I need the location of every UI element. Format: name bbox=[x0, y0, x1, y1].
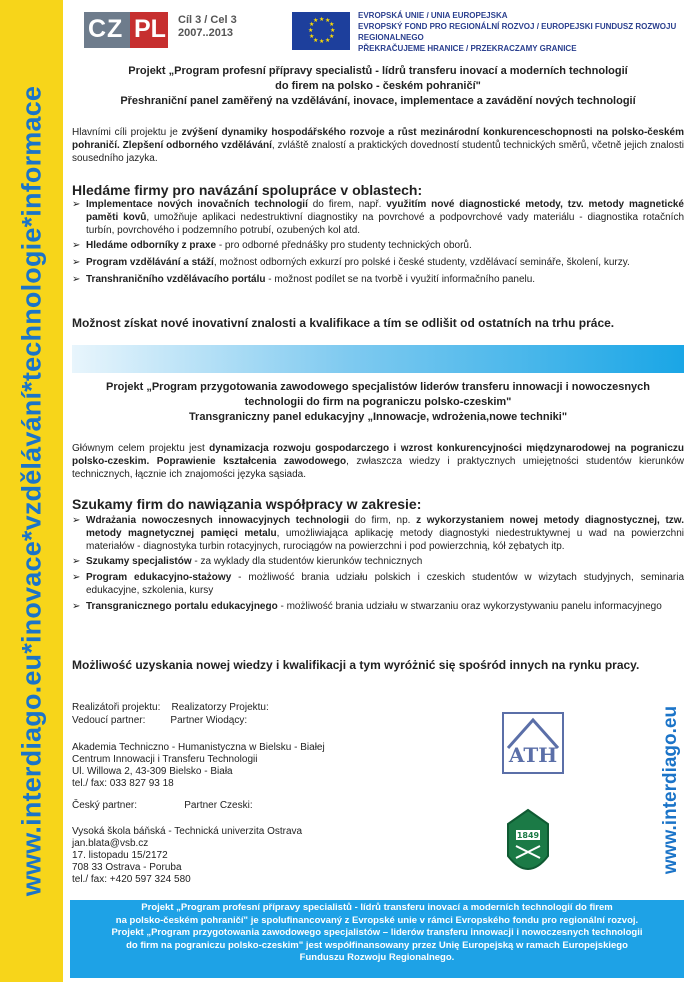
eu-line1: EVROPSKÁ UNIE / UNIA EUROPEJSKA bbox=[358, 11, 508, 20]
czech-partner-row bbox=[72, 800, 253, 812]
cz-title-line1: Projekt „Program profesní přípravy specialistů - lídrů transferu inovací a moderních technologií bbox=[128, 65, 628, 77]
footer-line: do firm na pograniczu polsko-czeskim" jest współfinansowany przez Unię Europejską w ramach Europejskiego bbox=[126, 939, 628, 951]
realizers-row bbox=[72, 702, 269, 714]
item-text: , možnost odborných exkurzí pro polské i české studenty, vzdělávací semináře, školení, kurzy. bbox=[213, 257, 630, 268]
item-text2: , umožňuje aplikaci nedestruktivní diagnostiky na povrchové a podpovrchové vady materiálu - diagnostika rotačních turbín, povrchového i podzemního potrubí, ozubených kol atd. bbox=[86, 212, 685, 236]
arrow-bullet-icon: ➢ bbox=[72, 257, 81, 268]
pl-closing: Możliwość uzyskania nowej wiedzy i kwalifikacji a tym wyróżnić się spośród innych na rynku pracy. bbox=[72, 658, 640, 672]
lead-cz: Vedoucí partner: bbox=[72, 715, 146, 726]
item-text: do firem, např. bbox=[307, 199, 387, 210]
address-line: tel./ fax: +420 597 324 580 bbox=[72, 874, 191, 885]
footer-line: na polsko-českém pohraničí" je spolufinancovaný z Evropské unie v rámci Evropského fondu pro regionální rozvoj. bbox=[115, 914, 639, 926]
header bbox=[72, 6, 682, 52]
list-item bbox=[72, 600, 684, 613]
logo-pl-text: PL bbox=[134, 15, 166, 43]
list-item bbox=[72, 273, 684, 286]
list-item bbox=[72, 198, 684, 237]
list-item bbox=[72, 514, 684, 553]
pl-title-line1: Projekt „Program przygotowania zawodowego specjalistów liderów transferu innowacji i nowoczesnych bbox=[106, 381, 650, 393]
svg-text:★: ★ bbox=[313, 17, 319, 24]
address-line: Akademia Techniczno - Humanistyczna w Bielsku - Białej bbox=[72, 742, 325, 753]
footer-line: Projekt „Program przygotowania zawodowego specjalistów – liderów transferu innowacji i nowoczesnych technologii bbox=[111, 927, 643, 938]
arrow-bullet-icon: ➢ bbox=[72, 572, 81, 583]
divider-band bbox=[72, 345, 684, 373]
vsb-address bbox=[72, 826, 302, 886]
sidebar-url-text: www.interdiago.eu*inovace*vzdělávání*technologie*informace bbox=[16, 85, 46, 897]
email-link[interactable]: jan.blata@vsb.cz bbox=[72, 838, 149, 849]
ath-logo bbox=[502, 712, 564, 774]
right-url-text: www.interdiago.eu bbox=[660, 705, 681, 875]
ath-address bbox=[72, 742, 325, 790]
czpl-logo bbox=[84, 12, 168, 48]
list-item bbox=[72, 256, 684, 269]
item-bold: Transgranicznego portalu edukacyjnego bbox=[86, 601, 278, 612]
svg-text:★: ★ bbox=[319, 16, 325, 23]
svg-text:★: ★ bbox=[325, 17, 331, 24]
arrow-bullet-icon: ➢ bbox=[72, 601, 81, 612]
item-text: do firm, np. bbox=[349, 515, 417, 526]
cz-intro-a: Hlavními cíli projektu je bbox=[72, 127, 182, 138]
cz-closing: Možnost získat nové inovativní znalosti a kvalifikace a tím se odlišit od ostatních na trhu práce. bbox=[72, 316, 615, 330]
footer-line: Projekt „Program profesní přípravy specialistů - lídrů transferu inovací a moderních technologií do firem bbox=[141, 902, 613, 913]
goal-line2: 2007..2013 bbox=[178, 27, 234, 39]
list-item bbox=[72, 555, 684, 568]
arrow-bullet-icon: ➢ bbox=[72, 515, 81, 526]
realizers-pl: Realizatorzy Projektu: bbox=[171, 702, 269, 713]
arrow-bullet-icon: ➢ bbox=[72, 274, 81, 285]
item-bold: Wdrażania nowoczesnych innowacyjnych technologii bbox=[86, 515, 350, 526]
svg-text:★: ★ bbox=[313, 37, 319, 44]
item-bold: Program edukacyjno-stażowy bbox=[86, 572, 232, 583]
item-text: - możliwość brania udziału w stwarzaniu oraz wykorzystywaniu panelu informacyjnego bbox=[277, 601, 662, 612]
cz-heading-text: Hledáme firmy pro navázání spolupráce v oblastech: bbox=[72, 182, 423, 198]
address-line: Ul. Willowa 2, 43-309 Bielsko - Biała bbox=[72, 766, 233, 777]
address-line: tel./ fax: 033 827 93 18 bbox=[72, 778, 174, 789]
cz-list bbox=[72, 198, 684, 286]
czech-partner-pl: Partner Czeski: bbox=[184, 800, 253, 811]
eu-line2: EVROPSKÝ FOND PRO REGIONÁLNÍ ROZVOJ / EUROPEJSKI FUNDUSZ ROZWOJU REGIONALNEGO bbox=[358, 22, 677, 42]
lead-pl: Partner Wiodący: bbox=[170, 715, 248, 726]
footer-band bbox=[70, 900, 684, 978]
item-bold: Program vzdělávání a stáží bbox=[86, 257, 214, 268]
sidebar-band bbox=[0, 0, 63, 982]
cz-heading bbox=[72, 182, 684, 198]
cz-intro-c: , zvláště znalostí a praktických dovedností studentů technických směrů, včetně jejich znalosti sousedního jazyka. bbox=[72, 140, 684, 164]
cz-title-line3: Přeshraniční panel zaměřený na vzdělávání, inovace, implementace a zavádění nových technologií bbox=[120, 95, 636, 107]
address-line: 708 33 Ostrava - Poruba bbox=[72, 862, 182, 873]
pl-title bbox=[72, 380, 684, 425]
ath-logo-text: ATH bbox=[508, 743, 558, 767]
list-item bbox=[72, 239, 684, 252]
right-url-band bbox=[656, 690, 686, 890]
logo-cz-text: CZ bbox=[88, 15, 124, 43]
pl-list bbox=[72, 514, 684, 613]
realizers-cz: Realizátoři projektu: bbox=[72, 702, 161, 713]
pl-heading bbox=[72, 496, 684, 512]
item-bold: Hledáme odborníky z praxe bbox=[86, 240, 217, 251]
svg-text:★: ★ bbox=[329, 33, 335, 40]
pl-intro-a: Głównym celem projektu jest bbox=[72, 443, 210, 454]
lead-row bbox=[72, 715, 247, 727]
list-item bbox=[72, 571, 684, 597]
pl-intro-b: dynamizacja rozwoju gospodarczego i wzrost konkurencyjności międzynarodowej na pograniczu polsko-czeskim. Poprawienie kształcenia zawodowego bbox=[72, 443, 684, 467]
footer-line: Funduszu Rozwoju Regionalnego. bbox=[299, 952, 455, 963]
cz-title bbox=[72, 64, 684, 109]
svg-text:★: ★ bbox=[329, 21, 335, 28]
item-text2: , umożliwiająca aplikację metody diagnostyki niedestruktywnej u wad na powierzchni materiałów - diagnostyka turbin rotacyjnych, rurociągów na powierzchni i pod powierzchnią, kół zębatych itp. bbox=[86, 528, 684, 552]
cz-intro-b: zvýšení dynamiky hospodářského rozvoje a růst mezinárodní konkurenceschopnosti na polsko-českém pohraničí. Zlepšení odborného vzdělávání bbox=[72, 127, 685, 151]
eu-flag-icon bbox=[292, 12, 350, 50]
svg-text:★: ★ bbox=[319, 38, 325, 45]
item-bold: Transhraničního vzdělávacího portálu bbox=[86, 274, 266, 285]
arrow-bullet-icon: ➢ bbox=[72, 199, 81, 210]
logo-pl-box bbox=[130, 12, 168, 48]
pl-intro-c: , zwłaszcza wiedzy i praktycznych umiejętności studentów kierunków technicznych, łącznie ich znajomości języka sąsiada. bbox=[72, 456, 685, 480]
pl-intro bbox=[72, 442, 684, 481]
pl-title-line2: technologii do firm na pograniczu polsko-czeskim" bbox=[244, 396, 512, 408]
item-bold: Implementace nových inovačních technologií bbox=[86, 199, 308, 210]
address-line: 17. listopadu 15/2172 bbox=[72, 850, 168, 861]
svg-text:★: ★ bbox=[325, 37, 331, 44]
pl-heading-text: Szukamy firm do nawiązania współpracy w zakresie: bbox=[72, 496, 422, 512]
eu-line3: PŘEKRAČUJEME HRANICE / PRZEKRACZAMY GRANICE bbox=[358, 44, 577, 53]
cz-intro bbox=[72, 126, 684, 165]
goal-line1: Cíl 3 / Cel 3 bbox=[178, 14, 237, 26]
svg-text:★: ★ bbox=[308, 27, 314, 34]
arrow-bullet-icon: ➢ bbox=[72, 556, 81, 567]
item-text: - za wyklady dla studentów kierunków technicznych bbox=[191, 556, 423, 567]
item-text: - możliwość brania udziału polskich i czeskich studentów w wizytach studyjnych, seminaria edukacyjne, szkolenia, kursy bbox=[86, 572, 685, 596]
svg-text:★: ★ bbox=[309, 21, 315, 28]
pl-title-line3: Transgraniczny panel edukacyjny „Innowacje, wdrożenia,nowe techniki" bbox=[188, 411, 568, 423]
item-bold2: z wykorzystaniem nowej metody diagnostycznej, tzw. metody magnetycznej pamięci metalu bbox=[86, 515, 684, 539]
svg-text:★: ★ bbox=[330, 27, 336, 34]
item-text: - možnost podílet se na tvorbě i využití informačního panelu. bbox=[265, 274, 536, 285]
vsb-logo bbox=[498, 806, 558, 884]
arrow-bullet-icon: ➢ bbox=[72, 240, 81, 251]
address-line: Centrum Innowacji i Transferu Technologii bbox=[72, 754, 258, 765]
item-text: - pro odborné přednášky pro studenty technických oborů. bbox=[216, 240, 472, 251]
czech-partner-cz: Český partner: bbox=[72, 800, 138, 811]
item-bold: Szukamy specjalistów bbox=[86, 556, 192, 567]
cz-title-line2: do firem na polsko - českém pohraničí" bbox=[275, 80, 481, 92]
item-bold2: využitím nové diagnostické metody, tzv. metody magnetické paměti kovů bbox=[86, 199, 684, 223]
eu-text bbox=[358, 10, 688, 54]
goal-label bbox=[178, 14, 278, 40]
vsb-logo-year: 1849 bbox=[516, 831, 540, 840]
address-line: Vysoká škola báňská - Technická univerzita Ostrava bbox=[72, 826, 303, 837]
svg-text:★: ★ bbox=[309, 33, 315, 40]
